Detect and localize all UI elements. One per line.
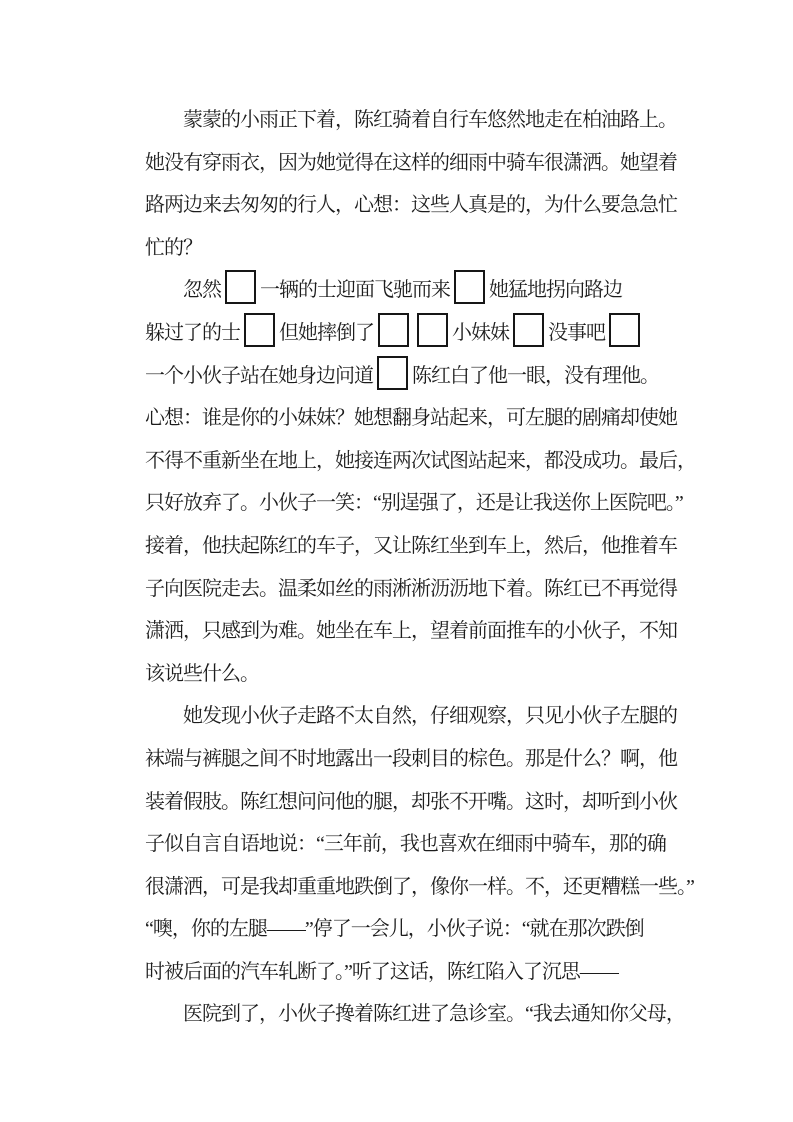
punctuation-blank-box bbox=[225, 270, 256, 304]
text-line-16 bbox=[145, 738, 693, 781]
punctuation-blank-box bbox=[454, 270, 485, 304]
text-line-12 bbox=[145, 568, 693, 611]
text-segment: 医院到了，小伙子搀着陈红进了急诊室。“我去通知你父母， bbox=[183, 1003, 685, 1026]
text-segment: 心想：谁是你的小妹妹？她想翻身站起来，可左腿的剧痛却使她 bbox=[145, 407, 677, 430]
text-line-10 bbox=[145, 482, 693, 525]
punctuation-blank-box bbox=[377, 356, 408, 390]
text-segment: 忙的？ bbox=[145, 236, 202, 259]
text-segment: 只好放弃了。小伙子一笑：“别逞强了，还是让我送你上医院吧。” bbox=[145, 492, 683, 515]
text-segment: 忽然 bbox=[183, 279, 221, 302]
text-segment: 该说些什么。 bbox=[145, 662, 259, 685]
punctuation-blank-box bbox=[244, 313, 275, 347]
text-line-18 bbox=[145, 823, 693, 866]
text-segment: 接着，他扶起陈红的车子，又让陈红坐到车上，然后，他推着车 bbox=[145, 534, 677, 557]
punctuation-blank-box bbox=[378, 313, 409, 347]
text-segment: 子似自言自语地说：“三年前，我也喜欢在细雨中骑车，那的确 bbox=[145, 833, 666, 856]
text-line-2 bbox=[145, 142, 693, 185]
text-line-21 bbox=[145, 951, 693, 994]
text-segment: 小妹妹 bbox=[452, 321, 509, 344]
text-segment: 蒙蒙的小雨正下着，陈红骑着自行车悠然地走在柏油路上。 bbox=[183, 109, 677, 131]
text-line-20 bbox=[145, 908, 693, 951]
text-segment: 没事吧 bbox=[548, 321, 605, 344]
text-segment: 但她摔倒了 bbox=[279, 321, 374, 344]
text-line-3 bbox=[145, 184, 693, 227]
text-line-4 bbox=[145, 227, 693, 270]
text-segment: 一个小伙子站在她身边问道 bbox=[145, 364, 373, 387]
text-line-11 bbox=[145, 525, 693, 568]
text-segment: “噢，你的左腿——”停了一会儿，小伙子说：“就在那次跌倒 bbox=[145, 918, 644, 941]
text-segment: 路两边来去匆匆的行人，心想：这些人真是的，为什么要急急忙 bbox=[145, 194, 677, 217]
text-segment: 她没有穿雨衣，因为她觉得在这样的细雨中骑车很潇洒。她望着 bbox=[145, 151, 677, 174]
text-line-22 bbox=[145, 993, 693, 1036]
text-line-7 bbox=[145, 355, 693, 398]
text-line-1 bbox=[145, 99, 693, 142]
text-segment: 她猛地拐向路边 bbox=[489, 279, 622, 302]
text-segment: 时被后面的汽车轧断了。”听了这话，陈红陷入了沉思—— bbox=[145, 960, 618, 983]
text-segment: 潇洒，只感到为难。她坐在车上，望着前面推车的小伙子，不知 bbox=[145, 620, 677, 643]
text-line-19 bbox=[145, 866, 693, 909]
punctuation-blank-box bbox=[609, 313, 640, 347]
text-line-15 bbox=[145, 695, 693, 738]
text-segment: 不得不重新坐在地上，她接连两次试图站起来，都没成功。最后， bbox=[145, 449, 696, 472]
text-segment: 陈红白了他一眼，没有理他。 bbox=[412, 364, 659, 387]
text-line-14 bbox=[145, 653, 693, 696]
punctuation-blank-box bbox=[417, 313, 448, 347]
text-line-9 bbox=[145, 440, 696, 483]
text-line-8 bbox=[145, 397, 693, 440]
text-segment: 袜端与裤腿之间不时地露出一段刺目的棕色。那是什么？啊，他 bbox=[145, 747, 677, 770]
text-segment: 一辆的士迎面飞驰而来 bbox=[260, 279, 450, 302]
text-line-17 bbox=[145, 781, 693, 824]
text-segment: 她发现小伙子走路不太自然，仔细观察，只见小伙子左腿的 bbox=[183, 705, 677, 728]
text-line-6 bbox=[145, 312, 693, 355]
text-segment: 装着假肢。陈红想问问他的腿，却张不开嘴。这时，却听到小伙 bbox=[145, 790, 677, 813]
text-block bbox=[145, 99, 696, 1036]
text-segment: 很潇洒，可是我却重重地跌倒了，像你一样。不，还更糟糕一些。” bbox=[145, 875, 694, 898]
text-line-13 bbox=[145, 610, 693, 653]
text-segment: 子向医院走去。温柔如丝的雨淅淅沥沥地下着。陈红已不再觉得 bbox=[145, 577, 677, 600]
text-segment: 躲过了的士 bbox=[145, 321, 240, 344]
punctuation-blank-box bbox=[513, 313, 544, 347]
text-line-5 bbox=[145, 269, 693, 312]
